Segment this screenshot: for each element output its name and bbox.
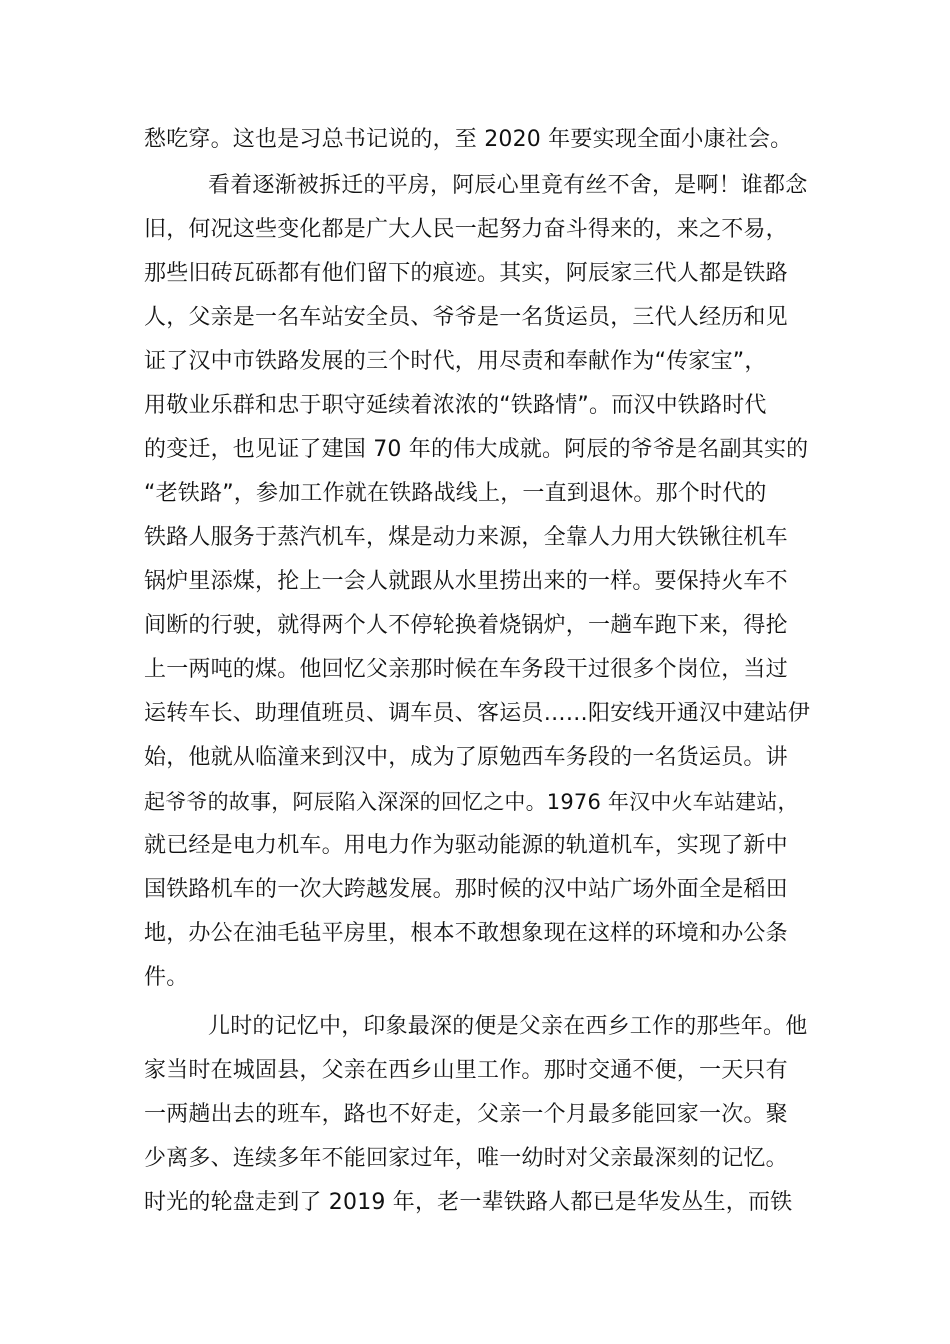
text-line: 的变迁，也见证了建国 70 年的伟大成就。阿辰的爷爷是名副其实的 (144, 437, 809, 462)
text-line: 间断的行驶，就得两个人不停轮换着烧锅炉，一趟车跑下来，得抡 (144, 613, 788, 638)
text-line: 地，办公在油毛毡平房里，根本不敢想象现在这样的环境和办公条 (144, 921, 788, 946)
text-line: 人，父亲是一名车站安全员、爷爷是一名货运员，三代人经历和见 (144, 305, 788, 330)
text-line: 一两趟出去的班车，路也不好走，父亲一个月最多能回家一次。聚 (144, 1102, 788, 1127)
text-line: 始，他就从临潼来到汉中，成为了原勉西车务段的一名货运员。讲 (144, 745, 788, 770)
text-line: “老铁路”，参加工作就在铁路战线上，一直到退休。那个时代的 (144, 481, 767, 506)
text-line: 旧，何况这些变化都是广大人民一起努力奋斗得来的，来之不易， (144, 217, 788, 242)
text-line: 国铁路机车的一次大跨越发展。那时候的汉中站广场外面全是稻田 (144, 877, 788, 902)
text-line: 儿时的记忆中，印象最深的便是父亲在西乡工作的那些年。他 (208, 1014, 808, 1039)
text-line: 证了汉中市铁路发展的三个时代，用尽责和奉献作为“传家宝”， (144, 349, 767, 374)
text-line: 用敬业乐群和忠于职守延续着浓浓的“铁路情”。而汉中铁路时代 (144, 393, 767, 418)
text-line: 那些旧砖瓦砾都有他们留下的痕迹。其实，阿辰家三代人都是铁路 (144, 261, 788, 286)
text-line: 运转车长、助理值班员、调车员、客运员……阳安线开通汉中建站伊 (144, 701, 811, 726)
text-line: 家当时在城固县，父亲在西乡山里工作。那时交通不便，一天只有 (144, 1058, 788, 1083)
text-line: 铁路人服务于蒸汽机车，煤是动力来源，全靠人力用大铁锹往机车 (144, 525, 788, 550)
text-line: 锅炉里添煤，抡上一会人就跟从水里捞出来的一样。要保持火车不 (144, 569, 788, 594)
text-line: 件。 (144, 965, 189, 990)
text-line: 看着逐渐被拆迁的平房，阿辰心里竟有丝不舍，是啊！谁都念 (208, 173, 808, 198)
text-line: 少离多、连续多年不能回家过年，唯一幼时对父亲最深刻的记忆。 (144, 1146, 788, 1171)
text-line: 上一两吨的煤。他回忆父亲那时候在车务段干过很多个岗位，当过 (144, 657, 788, 682)
text-line: 愁吃穿。这也是习总书记说的，至 2020 年要实现全面小康社会。 (144, 127, 793, 152)
text-line: 就已经是电力机车。用电力作为驱动能源的轨道机车，实现了新中 (144, 833, 788, 858)
text-line: 起爷爷的故事，阿辰陷入深深的回忆之中。1976 年汉中火车站建站， (144, 790, 799, 814)
text-line: 时光的轮盘走到了 2019 年，老一辈铁路人都已是华发丛生，而铁 (144, 1190, 793, 1215)
